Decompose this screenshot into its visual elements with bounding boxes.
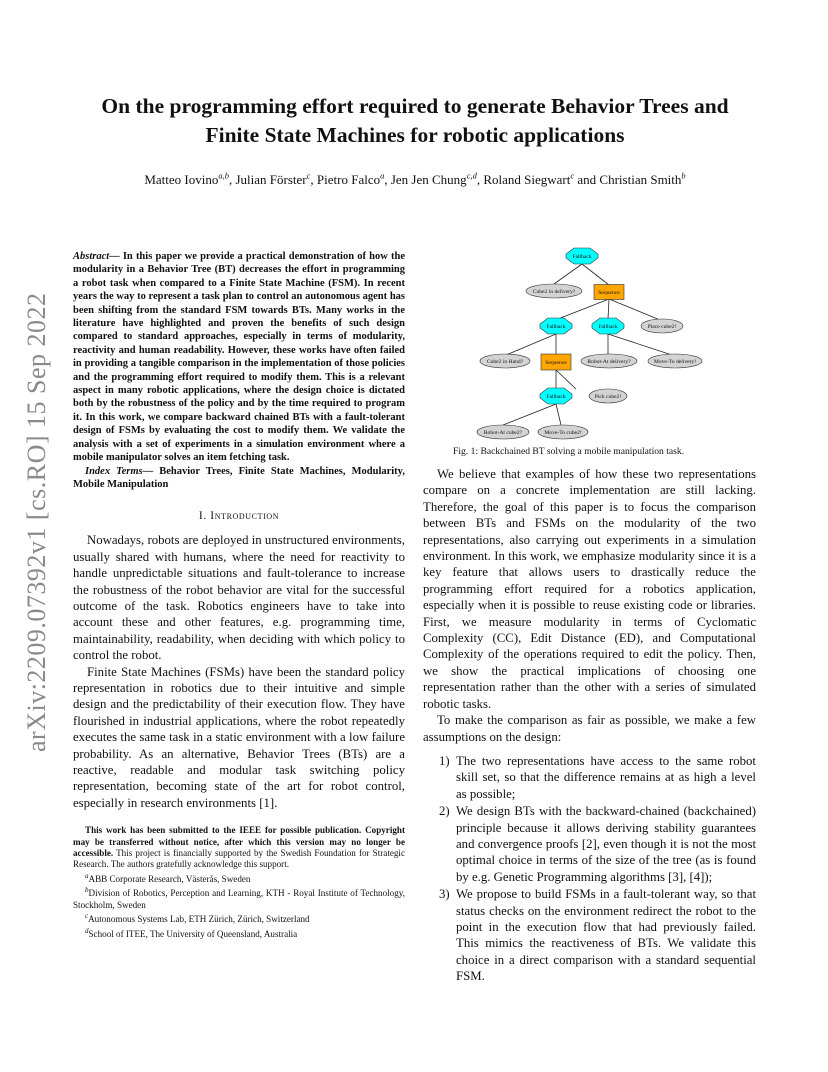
title-line-1: On the programming effort required to generate Behavior Trees and [101,94,729,118]
figure-caption: Fig. 1: Backchained BT solving a mobile manipulation task. [453,446,685,457]
affiliation: $^c$Autonomous Systems Lab, ETH Zürich, Zürich, Switzerland [85,912,310,925]
svg-text:Fallback: Fallback [598,324,618,330]
svg-text:Place cube2!: Place cube2! [647,324,677,330]
condition-node [581,354,637,368]
behavior-tree-figure [470,240,730,440]
action-node [538,425,588,439]
assumption-list [423,753,756,985]
svg-text:Fallback: Fallback [546,324,566,330]
svg-text:Fallback: Fallback [572,254,592,260]
svg-text:Pick cube2!: Pick cube2! [594,394,622,400]
abstract: Abstract— In this paper we provide a practical demonstration of how the modularity in a Behavior Tree (BT) decreases the effort in programming a robot task when compared to a Finite State Machine (FSM). In recent years the way to represent a task plan to control an autonomous agent has been shifting from the standard FSM towards BTs. Many works in the literature have highlighted and proven the benefits of such design compared to standard approaches, especially in terms of modularity, reactivity and human readability. However, these works have often failed in providing a tangible comparison in the implementation of those policies and the programming effort required to modify them. This is a relevant aspect in many robotic applications, where the design choice is dictated both by the robustness of the policy and by the time required to program it. In this work, we compare backward chained BTs with a fault-tolerant design of FSMs by evaluating the cost to modify them. We validate the analysis with a set of experiments in a simulation environment where a mobile manipulator solves an item fetching task. [73,251,405,464]
action-node [589,389,627,403]
body-paragraph: We believe that examples of how these two representations compare on a concrete implementation are still lacking. Therefore, the goal of this paper is to focus the comparison between BTs and FSMs on the modularity of the two representations, also carrying out experiments in a simulation environment. In this work, we emphasize modularity since it is a key feature that allows users to drastically reduce the programming effort required for a robotics application, especially when it is possible to reuse existing code or libraries. First, we measure modularity in terms of Cyclomatic Complexity (CC), Edit Distance (ED), and Computational Complexity of the operations required to edit the policy. Then, we show the practical implications of choosing one representation rather than the other with a series of simulated robotic tasks. [423,467,756,711]
author: Roland Siegwart$^c$ and [483,171,600,188]
svg-text:Fallback: Fallback [546,394,566,400]
section-heading: I. Introduction [198,510,280,523]
affiliation: $^b$Division of Robotics, Perception and Learning, KTH - Royal Institute of Technology, Stockholm, Sweden [73,886,405,910]
paper-title [60,92,770,150]
list-item: 3) We propose to build FSMs in a fault-tolerant way, so that status checks on the environment redirect the robot to the point in the execution flow that had previously failed. This mimics the reactiveness of BTs. We validate this choice in a direct comparison with a standard sequential FSM. [439,887,756,984]
fallback-node [540,388,572,404]
author: Jen Jen Chung$^{c,d}$, [390,171,484,188]
svg-text:Robot-At cube2?: Robot-At cube2? [483,430,523,436]
svg-text:Robot-At delivery?: Robot-At delivery? [587,359,631,365]
body-paragraph: To make the comparison as fair as possible, we make a few assumptions on the design: [423,713,756,744]
index-terms: Index Terms— Behavior Trees, Finite State Machines, Modularity, Mobile Manipulation [73,465,405,490]
affiliation: $^a$ABB Corporate Research, Västerås, Sweden [85,871,251,884]
svg-text:Move-To cube2!: Move-To cube2! [544,430,582,436]
left-column [73,250,405,940]
author: Christian Smith$^b$ [599,171,686,188]
fallback-node [566,248,598,264]
footnotes [73,825,405,940]
author: Matteo Iovino$^{a,b}$, [144,171,236,188]
author: Pietro Falco$^a$, [316,171,391,188]
intro-paragraph: Finite State Machines (FSMs) have been the standard policy representation in robotics due to their intuitive and simple design and the predictability of their execution flow. They have flourished in industrial applications, where the robot repeatedly executes the same task in a static environment with a low failure probability. As an alternative, Behavior Trees (BTs) are a reactive, readable and modular task switching policy representation, becoming state of the art for robot control, especially in research environments [1]. [73,664,405,810]
title-line-2: Finite State Machines for robotic applications [205,123,625,147]
action-node [648,354,702,368]
fallback-node [540,318,572,334]
list-item: 1) The two representations have access to the same robot skill set, so that the difference remains at as high a level as possible; [439,753,756,801]
intro-paragraph: Nowadays, robots are deployed in unstructured environments, usually shared with humans, where the need for reactivity to handle unpredictable situations and fault-tolerance to increase the robustness of the robot behavior are vital for the successful outcome of the task. Robotics engineers have to take into account these and other features, e.g. programming time, maintainability, readability, when deciding with which policy to control the robot. [73,533,405,663]
sequence-node [594,285,624,300]
affiliation: $^d$School of ITEE, The University of Queensland, Australia [85,926,298,939]
list-item: 2) We design BTs with the backward-chained (backchained) principle because it allows deriving stability guarantees and convergence proofs [2], even though it is not the most optimal choice in terms of the size of the tree (as is found by e.g. Genetic Programming algorithms [3], [4]); [439,804,756,884]
condition-node [526,284,582,298]
author: Julian Förster$^c$, [235,171,317,188]
svg-text:Cube2 in Hand?: Cube2 in Hand? [486,359,524,365]
condition-node [477,425,529,439]
svg-text:Sequence: Sequence [545,360,567,366]
action-node [641,319,683,333]
condition-node [480,354,530,368]
svg-text:Move-To delivery!: Move-To delivery! [653,359,697,365]
svg-text:Cube2 in delivery?: Cube2 in delivery? [532,289,576,295]
submission-note: This work has been submitted to the IEEE for possible publication. Copyright may be transferred without notice, after which this version may no longer be accessible. This project is financially supported by the Swedish Foundation for Strategic Research. The authors gratefully acknowledge this support. [73,825,405,870]
sequence-node [541,354,571,370]
svg-text:Sequence: Sequence [598,290,620,296]
fallback-node [592,318,624,334]
arxiv-identifier: arXiv:2209.07392v1 [cs.RO] 15 Sep 2022 [22,292,51,753]
right-column [423,466,756,986]
author-list [40,171,790,188]
